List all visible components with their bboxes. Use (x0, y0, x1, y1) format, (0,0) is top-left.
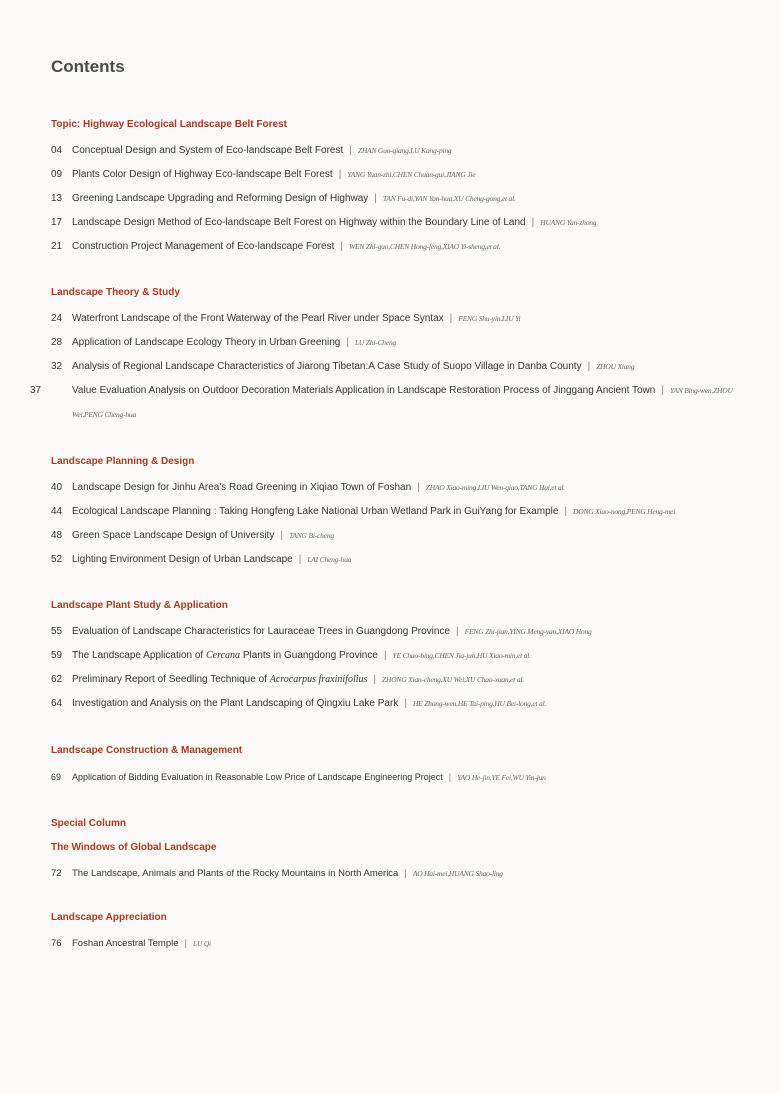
entry-authors: FENG Shu-yin,LIU Yi (458, 314, 521, 323)
page-number: 55 (51, 626, 63, 637)
page-number: 21 (51, 241, 63, 252)
section-subtitle: The Windows of Global Landscape (51, 842, 217, 853)
page-number: 72 (51, 868, 62, 879)
entry-authors: LU Zhi-Cheng (354, 338, 397, 347)
entry-authors: YAO He-jin,YE Fei,WU Yin-jun (457, 773, 546, 782)
page-title: Contents (51, 57, 125, 76)
separator: | (374, 193, 377, 204)
separator: | (404, 698, 407, 709)
separator: | (373, 674, 377, 685)
toc-entry[interactable] (30, 379, 762, 427)
separator: | (449, 313, 453, 324)
toc-entry[interactable] (51, 862, 751, 886)
page-number: 69 (51, 772, 62, 782)
separator: | (587, 361, 591, 372)
entry-title: Construction Project Management of Eco-landscape Forest (72, 241, 335, 252)
page-number: 40 (51, 482, 63, 493)
entry-title: Application of Bidding Evaluation in Reasonable Low Price of Landscape Engineering Project (72, 772, 443, 782)
entry-authors: YANG Yuan-zhi,CHEN Chuan-gui,JIANG Jie (347, 170, 476, 179)
section-landscape-planning (51, 454, 751, 572)
toc-entry[interactable] (51, 331, 751, 355)
entry-authors: LAI Cheng-hua (307, 555, 352, 564)
toc-entry[interactable] (51, 644, 751, 668)
entry-title: Green Space Landscape Design of University (72, 530, 275, 541)
entry-title-post: Plants in Guangdong Province (240, 650, 378, 661)
toc-entry[interactable] (51, 139, 751, 163)
page-number: 04 (51, 145, 63, 156)
section-special-column (51, 816, 751, 886)
entry-title: Waterfront Landscape of the Front Waterway of the Pearl River under Space Syntax (72, 313, 444, 324)
entry-authors: HE Zhong-wen,HE Tai-ping,HU Bei-long,et al. (412, 699, 547, 708)
page-number: 09 (51, 169, 63, 180)
entry-title-pre: Preliminary Report of Seedling Technique of (72, 674, 270, 685)
separator: | (280, 530, 283, 541)
entry-title: Application of Landscape Ecology Theory in Urban Greening (72, 337, 341, 348)
separator: | (184, 938, 187, 949)
page-number: 48 (51, 530, 63, 541)
page-number: 32 (51, 361, 63, 372)
page-number: 17 (51, 217, 63, 228)
page-number: 64 (51, 698, 63, 709)
toc-entry[interactable] (51, 524, 751, 548)
separator: | (346, 337, 349, 348)
toc-entry[interactable] (51, 187, 751, 211)
toc-entry[interactable] (51, 235, 751, 259)
entry-title: Greening Landscape Upgrading and Reforming Design of Highway (72, 193, 369, 204)
section-title: Landscape Plant Study & Application (51, 600, 228, 611)
entry-title: Foshan Ancestral Temple (72, 938, 179, 949)
section-plant-study (51, 598, 751, 716)
section-construction-management (51, 743, 751, 790)
page-number: 76 (51, 938, 62, 949)
page-number: 62 (51, 674, 63, 685)
entry-title: Plants Color Design of Highway Eco-landscape Belt Forest (72, 169, 333, 180)
separator: | (564, 506, 568, 517)
separator: | (338, 169, 342, 180)
separator: | (340, 241, 343, 252)
entry-authors: YE Chao-bing,CHEN Jia-jun,HU Xiao-min,et al. (392, 651, 531, 660)
section-highway-ecological (51, 117, 751, 259)
entry-authors: YAN Bing-wen,ZHOU Wei,PENG Cheng-hua (72, 386, 733, 419)
entry-authors: ZHONG Xian-cheng,XU Wei,XU Chao-xuan,et al. (382, 675, 524, 684)
section-title: Topic: Highway Ecological Landscape Belt Forest (51, 119, 287, 130)
entry-authors: HUANG Yan-zhong (540, 218, 597, 227)
entry-authors: WEN Zhi-guo,CHEN Hong-feng,XIAO Yi-sheng,et al. (348, 242, 501, 251)
entry-title-scientific: Cercana (205, 650, 241, 661)
separator: | (417, 482, 420, 493)
separator: | (448, 772, 452, 782)
entry-title: Landscape Design for Jinhu Area's Road Greening in Xiqiao Town of Foshan (72, 482, 412, 493)
section-landscape-theory (30, 285, 751, 427)
entry-title: Conceptual Design and System of Eco-landscape Belt Forest (72, 145, 344, 156)
entry-authors: ZHAN Guo-qiang,LU Kang-ping (357, 146, 452, 155)
toc-entry[interactable] (51, 620, 751, 644)
separator: | (404, 868, 407, 879)
section-landscape-appreciation (51, 910, 751, 956)
toc-entry[interactable] (51, 765, 751, 790)
page-number: 28 (51, 337, 63, 348)
page-number: 59 (51, 650, 63, 661)
separator: | (349, 145, 352, 156)
toc-entry[interactable] (51, 668, 751, 692)
toc-entry[interactable] (51, 500, 751, 524)
toc-entry[interactable] (51, 211, 751, 235)
section-title: Landscape Construction & Management (51, 745, 243, 756)
separator: | (661, 385, 664, 396)
page-number: 52 (51, 554, 63, 565)
page-number: 37 (30, 385, 42, 396)
toc-entry[interactable] (51, 355, 751, 379)
section-title: Landscape Appreciation (51, 912, 167, 923)
section-title: Special Column (51, 818, 127, 829)
page-number: 13 (51, 193, 63, 204)
entry-title: Lighting Environment Design of Urban Landscape (72, 554, 293, 565)
entry-title: Evaluation of Landscape Characteristics for Lauraceae Trees in Guangdong Province (72, 626, 451, 637)
page-number: 24 (51, 313, 63, 324)
toc-entry[interactable] (51, 307, 751, 331)
entry-title-pre: The Landscape Application of (72, 650, 206, 661)
entry-title-scientific: Acrocarpus fraxinifolius (269, 674, 368, 685)
section-title: Landscape Theory & Study (51, 287, 180, 298)
separator: | (531, 217, 535, 228)
entry-title: Ecological Landscape Planning : Taking Hongfeng Lake National Urban Wetland Park in GuiYang for Example (72, 506, 559, 517)
entry-authors: TAN Fu-di,YAN Yan-hua,XU Cheng-gong,et al. (382, 194, 516, 203)
entry-authors: TANG Bi-cheng (288, 531, 334, 540)
toc-entry[interactable] (51, 476, 751, 500)
separator: | (383, 650, 387, 661)
entry-title: Investigation and Analysis on the Plant Landscaping of Qingxiu Lake Park (72, 698, 399, 709)
entry-title: The Landscape, Animals and Plants of the Rocky Mountains in North America (72, 868, 399, 879)
entry-authors: FENG Zhi-jian,YING Meng-yan,XIAO Hong (464, 627, 592, 636)
entry-title: Landscape Design Method of Eco-landscape Belt Forest on Highway within the Boundary Line of Land (72, 217, 526, 228)
entry-authors: ZHOU Xiang (596, 362, 635, 371)
entry-authors: ZHAO Xiao-ming,LIU Wen-qiao,TANG Hai,et al. (425, 483, 566, 492)
toc-entry[interactable] (51, 932, 751, 956)
entry-title: Value Evaluation Analysis on Outdoor Decoration Materials Application in Landscape Restoration Process of Jinggang Ancient Town (72, 385, 656, 396)
separator: | (298, 554, 302, 565)
page-number: 44 (51, 506, 63, 517)
toc-entry[interactable] (51, 692, 751, 716)
section-title: Landscape Planning & Design (51, 456, 195, 467)
entry-title: Analysis of Regional Landscape Characteristics of Jiarong Tibetan:A Case Study of Suopo Village in Danba County (72, 361, 582, 372)
entry-authors: LU Qi (192, 939, 211, 948)
separator: | (456, 626, 459, 637)
toc-entry[interactable] (51, 548, 751, 572)
entry-authors: DONG Xiao-nong,PENG Heng-mei (573, 507, 676, 516)
entry-authors: AO Hai-mei,HUANG Shao-ling (412, 869, 503, 878)
toc-entry[interactable] (51, 163, 751, 187)
